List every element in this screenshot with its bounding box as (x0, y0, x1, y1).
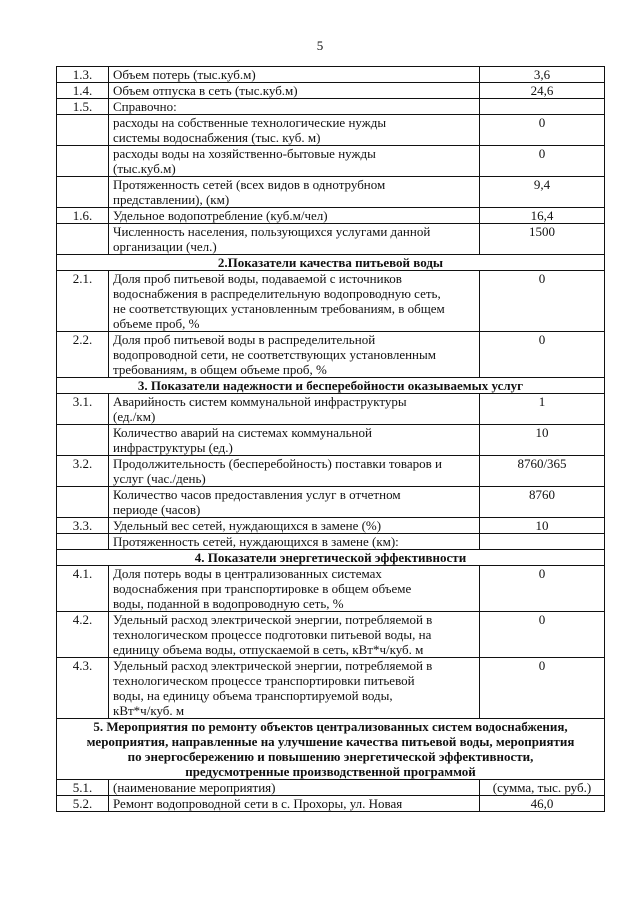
text-line: по энергосбережению и повышению энергетической эффективности, (127, 749, 534, 764)
text-line: требованиям, в общем объеме проб, % (113, 362, 327, 377)
text-line: (ед./км) (113, 409, 156, 424)
row-label (109, 425, 480, 456)
row-label (109, 177, 480, 208)
row-value (480, 99, 605, 115)
text-line: Протяженность сетей (всех видов в однотрубном (113, 177, 386, 192)
text-line: услуг (час./день) (113, 471, 206, 486)
row-label (109, 67, 480, 83)
row-value: 8760 (480, 487, 605, 518)
text-line: Удельный расход электрической энергии, потребляемой в (113, 658, 433, 673)
row-value: 0 (480, 566, 605, 612)
row-value: 1500 (480, 224, 605, 255)
row-number (57, 146, 109, 177)
table-row (57, 487, 605, 518)
text-line: кВт*ч/куб. м (113, 703, 185, 718)
row-number (57, 487, 109, 518)
row-value: 10 (480, 425, 605, 456)
row-number (57, 177, 109, 208)
row-value: 0 (480, 146, 605, 177)
section-heading (57, 378, 605, 394)
text-line: Количество аварий на системах коммунальной (113, 425, 372, 440)
text-line: Удельный вес сетей, нуждающихся в замене (%) (113, 518, 382, 533)
table-row (57, 780, 605, 796)
row-label (109, 780, 480, 796)
text-line: Объем потерь (тыс.куб.м) (113, 67, 256, 82)
row-label (109, 796, 480, 812)
section-heading-row (57, 255, 605, 271)
section-heading-row (57, 719, 605, 780)
text-line: мероприятия, направленные на улучшение качества питьевой воды, мероприятия (86, 734, 575, 749)
text-line: объеме проб, % (113, 316, 200, 331)
table-row (57, 566, 605, 612)
row-value (480, 534, 605, 550)
row-number: 4.3. (57, 658, 109, 719)
row-label (109, 566, 480, 612)
table-row (57, 796, 605, 812)
table-row (57, 332, 605, 378)
table-row (57, 518, 605, 534)
row-number: 2.1. (57, 271, 109, 332)
text-line: предусмотренные производственной программой (185, 764, 476, 779)
row-number: 1.3. (57, 67, 109, 83)
table-row (57, 99, 605, 115)
row-label (109, 83, 480, 99)
text-line: Численность населения, пользующихся услугами данной (113, 224, 431, 239)
text-line: единицу объема воды, отпускаемой в сеть, кВт*ч/куб. м (113, 642, 424, 657)
text-line: (тыс.куб.м) (113, 161, 176, 176)
text-line: инфраструктуры (ед.) (113, 440, 233, 455)
row-number: 5.1. (57, 780, 109, 796)
row-value: 10 (480, 518, 605, 534)
row-value: 0 (480, 332, 605, 378)
text-line: расходы воды на хозяйственно-бытовые нужды (113, 146, 376, 161)
row-number: 4.1. (57, 566, 109, 612)
text-line: 5. Мероприятия по ремонту объектов централизованных систем водоснабжения, (93, 719, 568, 734)
text-line: Ремонт водопроводной сети в с. Прохоры, ул. Новая (113, 796, 403, 811)
row-value: 3,6 (480, 67, 605, 83)
text-line: Доля проб питьевой воды в распределительной (113, 332, 376, 347)
text-line: водоснабжения в распределительную водопроводную сеть, (113, 286, 441, 301)
row-label (109, 208, 480, 224)
text-line: системы водоснабжения (тыс. куб. м) (113, 130, 321, 145)
row-number (57, 534, 109, 550)
row-number: 2.2. (57, 332, 109, 378)
text-line: Удельный расход электрической энергии, потребляемой в (113, 612, 433, 627)
row-label (109, 146, 480, 177)
row-number: 1.6. (57, 208, 109, 224)
page-number: 5 (316, 38, 324, 53)
text-line: технологическом процессе подготовки питьевой воды, на (113, 627, 432, 642)
row-number: 1.4. (57, 83, 109, 99)
text-line: водопроводной сети, не соответствующих установленным (113, 347, 436, 362)
row-label (109, 658, 480, 719)
row-label (109, 534, 480, 550)
text-line: не соответствующих установленным требованиям, в общем (113, 301, 445, 316)
text-line: 3. Показатели надежности и бесперебойности оказываемых услуг (137, 378, 524, 393)
text-line: 4. Показатели энергетической эффективности (194, 550, 467, 565)
row-label (109, 115, 480, 146)
row-number (57, 115, 109, 146)
row-value: (сумма, тыс. руб.) (480, 780, 605, 796)
table-row (57, 83, 605, 99)
table-row (57, 612, 605, 658)
text-line: организации (чел.) (113, 239, 217, 254)
row-label (109, 487, 480, 518)
table-row (57, 425, 605, 456)
row-value: 9,4 (480, 177, 605, 208)
row-label (109, 612, 480, 658)
section-heading-row (57, 550, 605, 566)
row-number: 3.2. (57, 456, 109, 487)
row-label (109, 394, 480, 425)
text-line: Объем отпуска в сеть (тыс.куб.м) (113, 83, 298, 98)
text-line: Количество часов предоставления услуг в отчетном (113, 487, 401, 502)
row-label (109, 99, 480, 115)
table-row (57, 224, 605, 255)
row-value: 16,4 (480, 208, 605, 224)
row-number: 3.1. (57, 394, 109, 425)
text-line: (наименование мероприятия) (113, 780, 276, 795)
table-row (57, 394, 605, 425)
row-value: 8760/365 (480, 456, 605, 487)
indicators-table (56, 66, 605, 812)
text-line: Доля потерь воды в централизованных системах (113, 566, 382, 581)
section-heading (57, 550, 605, 566)
row-label (109, 271, 480, 332)
row-value: 46,0 (480, 796, 605, 812)
section-heading (57, 719, 605, 780)
text-line: 2.Показатели качества питьевой воды (217, 255, 444, 270)
row-number (57, 224, 109, 255)
text-line: Продолжительность (бесперебойность) поставки товаров и (113, 456, 443, 471)
text-line: воды, поданной в водопроводную сеть, % (113, 596, 344, 611)
row-number: 4.2. (57, 612, 109, 658)
text-line: представлении), (км) (113, 192, 230, 207)
row-value: 1 (480, 394, 605, 425)
text-line: Удельное водопотребление (куб.м/чел) (113, 208, 328, 223)
row-number: 1.5. (57, 99, 109, 115)
text-line: Протяженность сетей, нуждающихся в замене (км): (113, 534, 399, 549)
table-row (57, 146, 605, 177)
table-row (57, 115, 605, 146)
row-value: 24,6 (480, 83, 605, 99)
table-row (57, 208, 605, 224)
row-label (109, 456, 480, 487)
section-heading-row (57, 378, 605, 394)
text-line: Доля проб питьевой воды, подаваемой с источников (113, 271, 402, 286)
table-row (57, 177, 605, 208)
row-value: 0 (480, 658, 605, 719)
row-number: 3.3. (57, 518, 109, 534)
table-row (57, 271, 605, 332)
row-number: 5.2. (57, 796, 109, 812)
row-value: 0 (480, 271, 605, 332)
row-label (109, 518, 480, 534)
table-row (57, 456, 605, 487)
table-row (57, 658, 605, 719)
table-row (57, 67, 605, 83)
row-label (109, 332, 480, 378)
section-heading (57, 255, 605, 271)
text-line: периоде (часов) (113, 502, 201, 517)
text-line: Аварийность систем коммунальной инфраструктуры (113, 394, 407, 409)
text-line: Справочно: (113, 99, 177, 114)
row-label (109, 224, 480, 255)
row-number (57, 425, 109, 456)
table-row (57, 534, 605, 550)
text-line: технологическом процессе транспортировки питьевой (113, 673, 415, 688)
text-line: воды, на единицу объема транспортируемой воды, (113, 688, 393, 703)
row-value: 0 (480, 115, 605, 146)
text-line: расходы на собственные технологические нужды (113, 115, 387, 130)
text-line: водоснабжения при транспортировке в общем объеме (113, 581, 412, 596)
row-value: 0 (480, 612, 605, 658)
